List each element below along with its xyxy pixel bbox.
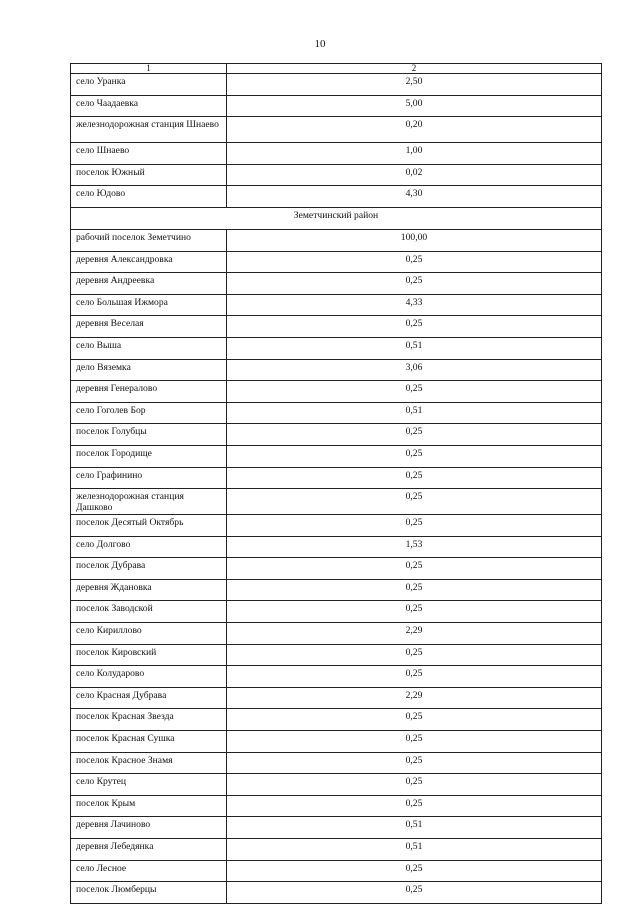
settlement-name-cell: поселок Крым <box>71 795 227 817</box>
value-cell: 0,25 <box>227 273 602 295</box>
value-cell: 0,51 <box>227 402 602 424</box>
table-row <box>71 644 602 666</box>
table-row <box>71 601 602 623</box>
settlement-name-cell: деревня Александровка <box>71 251 227 273</box>
value-cell: 0,25 <box>227 424 602 446</box>
value-cell: 0,25 <box>227 709 602 731</box>
table-row <box>71 515 602 537</box>
value-cell: 4,30 <box>227 186 602 208</box>
table-header-row <box>71 64 602 74</box>
table-row <box>71 882 602 904</box>
value-cell: 0,25 <box>227 774 602 796</box>
settlement-name-cell: поселок Десятый Октябрь <box>71 515 227 537</box>
table-row <box>71 164 602 186</box>
value-cell: 0,25 <box>227 860 602 882</box>
value-cell: 0,25 <box>227 644 602 666</box>
settlement-name-cell: село Кириллово <box>71 623 227 645</box>
value-cell: 0,51 <box>227 337 602 359</box>
table-row <box>71 752 602 774</box>
column-header-1: 1 <box>71 64 227 74</box>
value-cell: 1,53 <box>227 536 602 558</box>
value-cell: 0,25 <box>227 795 602 817</box>
settlement-name-cell: село Гоголев Бор <box>71 402 227 424</box>
value-cell: 0,25 <box>227 731 602 753</box>
value-cell: 4,33 <box>227 294 602 316</box>
settlement-name-cell: село Шнаево <box>71 143 227 165</box>
value-cell: 100,00 <box>227 229 602 251</box>
table-row <box>71 774 602 796</box>
table-row <box>71 316 602 338</box>
settlement-name-cell: село Красная Дубрава <box>71 687 227 709</box>
table-row <box>71 709 602 731</box>
settlement-name-cell: деревня Ждановка <box>71 579 227 601</box>
settlement-name-cell: поселок Дубрава <box>71 558 227 580</box>
settlement-name-cell: село Долгово <box>71 536 227 558</box>
value-cell: 0,25 <box>227 515 602 537</box>
settlement-name-cell: поселок Кировский <box>71 644 227 666</box>
settlement-name-cell: поселок Красная Звезда <box>71 709 227 731</box>
value-cell: 0,25 <box>227 251 602 273</box>
table-row <box>71 445 602 467</box>
value-cell: 1,00 <box>227 143 602 165</box>
table-row <box>71 731 602 753</box>
settlement-name-cell: село Большая Ижмора <box>71 294 227 316</box>
table-row <box>71 186 602 208</box>
settlement-name-cell: село Выша <box>71 337 227 359</box>
settlement-name-cell: рабочий поселок Земетчино <box>71 229 227 251</box>
table-row <box>71 839 602 861</box>
settlement-name-cell: дело Вяземка <box>71 359 227 381</box>
value-cell: 0,25 <box>227 489 602 515</box>
settlement-name-cell: поселок Городище <box>71 445 227 467</box>
value-cell: 0,51 <box>227 839 602 861</box>
value-cell: 0,25 <box>227 558 602 580</box>
value-cell: 0,25 <box>227 882 602 904</box>
value-cell: 0,25 <box>227 467 602 489</box>
value-cell: 0,25 <box>227 316 602 338</box>
table-row <box>71 381 602 403</box>
value-cell: 0,25 <box>227 579 602 601</box>
value-cell: 2,29 <box>227 623 602 645</box>
table-row <box>71 558 602 580</box>
value-cell: 0,25 <box>227 381 602 403</box>
table-row <box>71 467 602 489</box>
settlement-name-cell: поселок Голубцы <box>71 424 227 446</box>
table-row <box>71 273 602 295</box>
table-row <box>71 860 602 882</box>
settlement-name-cell: село Чаадаевка <box>71 95 227 117</box>
settlement-name-cell: поселок Красная Сушка <box>71 731 227 753</box>
table-row <box>71 623 602 645</box>
settlement-name-cell: село Лесное <box>71 860 227 882</box>
table-row <box>71 95 602 117</box>
page-number: 10 <box>314 38 326 50</box>
value-cell: 2,50 <box>227 74 602 96</box>
table-row <box>71 687 602 709</box>
table-row <box>71 117 602 143</box>
settlement-name-cell: село Крутец <box>71 774 227 796</box>
settlements-table <box>70 63 602 904</box>
table-row <box>71 402 602 424</box>
settlement-name-cell: деревня Лебедянка <box>71 839 227 861</box>
settlement-name-cell: поселок Люмберцы <box>71 882 227 904</box>
table-row <box>71 229 602 251</box>
value-cell: 0,51 <box>227 817 602 839</box>
table-row <box>71 536 602 558</box>
column-header-2: 2 <box>227 64 602 74</box>
table-row <box>71 251 602 273</box>
settlement-name-cell: деревня Веселая <box>71 316 227 338</box>
settlement-name-cell: село Юдово <box>71 186 227 208</box>
table-row <box>71 359 602 381</box>
table-row <box>71 424 602 446</box>
table-row <box>71 74 602 96</box>
section-row <box>71 207 602 229</box>
settlement-name-cell: поселок Южный <box>71 164 227 186</box>
value-cell: 2,29 <box>227 687 602 709</box>
value-cell: 0,02 <box>227 164 602 186</box>
settlement-name-cell: деревня Андреевка <box>71 273 227 295</box>
settlement-name-cell: железнодорожная станция Шнаево <box>71 117 227 143</box>
settlement-name-cell: деревня Генералово <box>71 381 227 403</box>
value-cell: 3,06 <box>227 359 602 381</box>
settlement-name-cell: поселок Красное Знамя <box>71 752 227 774</box>
value-cell: 0,25 <box>227 601 602 623</box>
section-title: Земетчинский район <box>71 207 602 229</box>
table-row <box>71 489 602 515</box>
table-row <box>71 337 602 359</box>
settlement-name-cell: село Уранка <box>71 74 227 96</box>
table-row <box>71 579 602 601</box>
settlement-name-cell: село Графинино <box>71 467 227 489</box>
value-cell: 5,00 <box>227 95 602 117</box>
table-row <box>71 666 602 688</box>
table-row <box>71 143 602 165</box>
settlement-name-cell: село Колударово <box>71 666 227 688</box>
value-cell: 0,20 <box>227 117 602 143</box>
table-row <box>71 795 602 817</box>
settlement-name-cell: железнодорожная станция Дашково <box>71 489 227 515</box>
settlement-name-cell: поселок Заводской <box>71 601 227 623</box>
value-cell: 0,25 <box>227 666 602 688</box>
table-row <box>71 294 602 316</box>
table-row <box>71 817 602 839</box>
settlement-name-cell: деревня Лачиново <box>71 817 227 839</box>
value-cell: 0,25 <box>227 445 602 467</box>
value-cell: 0,25 <box>227 752 602 774</box>
